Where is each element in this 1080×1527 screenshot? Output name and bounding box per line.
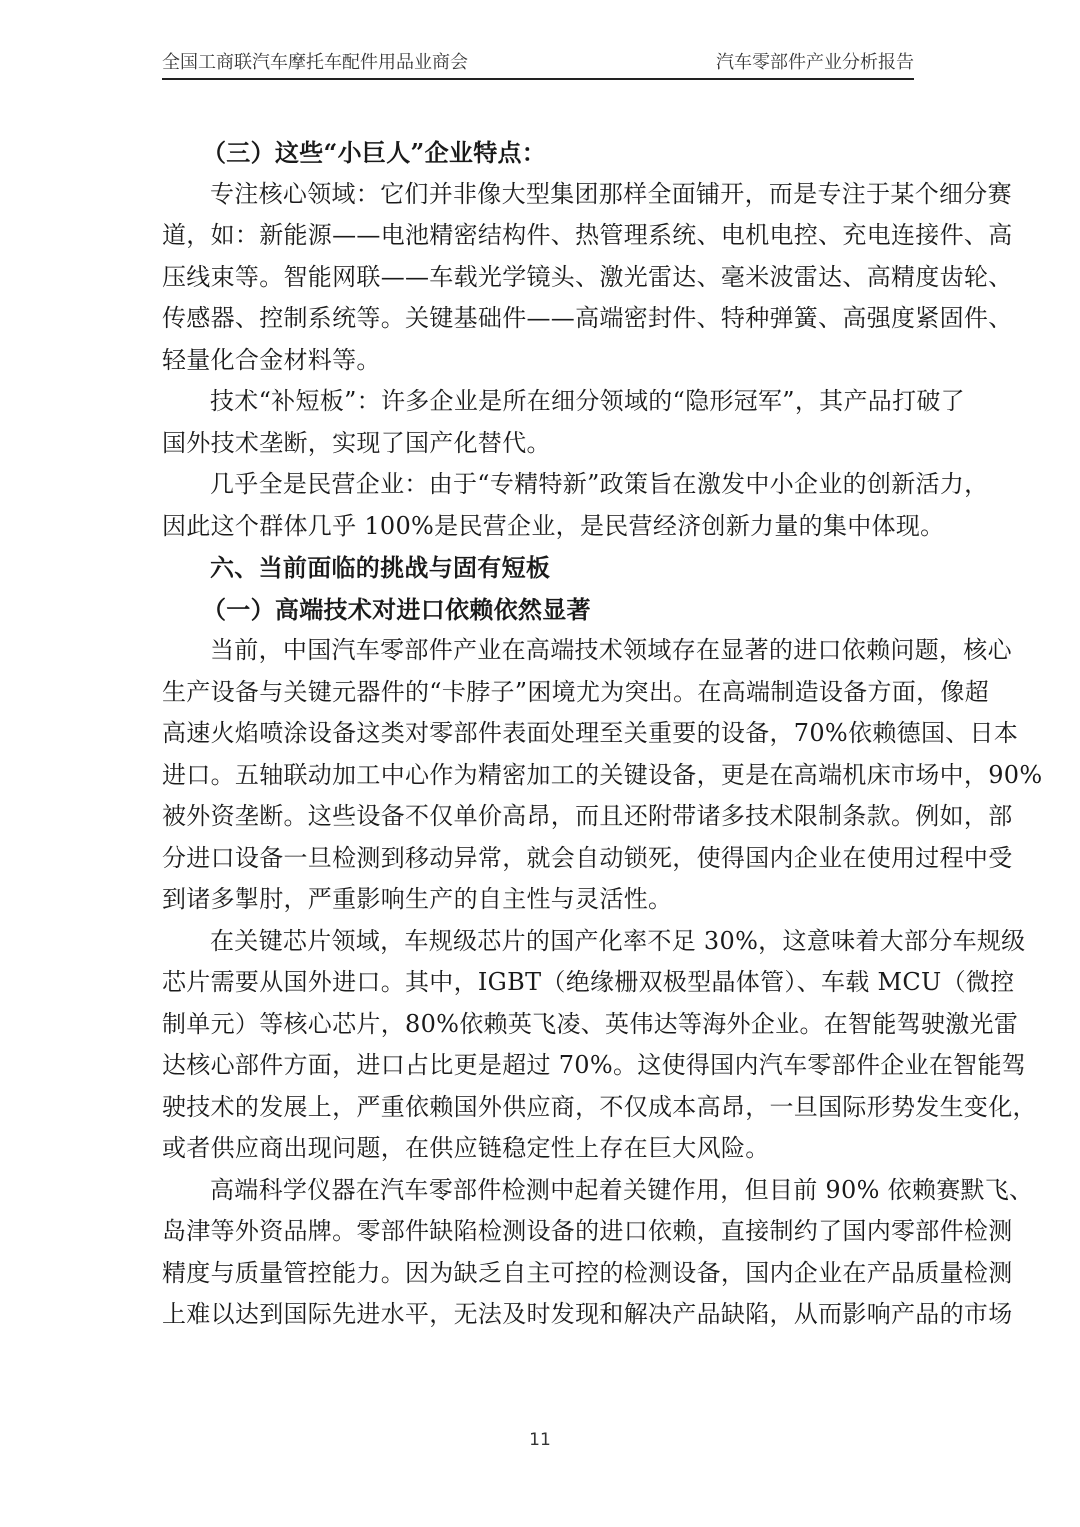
paragraph-line: 到诸多掣肘，严重影响生产的自主性与灵活性。 — [162, 885, 673, 913]
header-organization: 全国工商联汽车摩托车配件用品业商会 — [162, 52, 468, 73]
section-heading-import-dependence: （一）高端技术对进口依赖依然显著 — [202, 594, 591, 624]
paragraph-line: 进口。五轴联动加工中心作为精密加工的关键设备，更是在高端机床市场中，90% — [162, 760, 1043, 789]
paragraph-line: 传感器、控制系统等。关键基础件——高端密封件、特种弹簧、高强度紧固件、 — [162, 304, 1013, 332]
paragraph-line: 国外技术垄断，实现了国产化替代。 — [162, 428, 551, 457]
paragraph-core-focus — [162, 174, 1013, 382]
paragraph-line: 被外资垄断。这些设备不仅单价高昂，而且还附带诸多技术限制条款。例如，部 — [162, 802, 1013, 830]
paragraph-line: 分进口设备一旦检测到移动异常，就会自动锁死，使得国内企业在使用过程中受 — [162, 843, 1013, 872]
paragraph-line: 岛津等外资品牌。零部件缺陷检测设备的进口依赖，直接制约了国内零部件检测 — [162, 1217, 1013, 1245]
paragraph-line: 驶技术的发展上，严重依赖国外供应商，不仅成本高昂，一旦国际形势发生变化， — [162, 1092, 1037, 1121]
paragraph-line: 上难以达到国际先进水平，无法及时发现和解决产品缺陷，从而影响产品的市场 — [162, 1300, 1013, 1328]
paragraph-line: 几乎全是民营企业：由于“专精特新”政策旨在激发中小企业的创新活力， — [210, 470, 989, 498]
paragraph-line: 高速火焰喷涂设备这类对零部件表面处理至关重要的设备，70%依赖德国、日本 — [162, 719, 1019, 747]
paragraph-key-chips — [162, 921, 1037, 1170]
paragraph-line: 轻量化合金材料等。 — [162, 345, 381, 374]
paragraph-line: 精度与质量管控能力。因为缺乏自主可控的检测设备，国内企业在产品质量检测 — [162, 1258, 1013, 1287]
document-body — [162, 132, 1043, 1336]
paragraph-line: 在关键芯片领域，车规级芯片的国产化率不足 30%，这意味着大部分车规级 — [210, 926, 1026, 955]
paragraph-line: 高端科学仪器在汽车零部件检测中起着关键作用，但目前 90% 依赖赛默飞、 — [210, 1175, 1034, 1204]
page-header — [162, 46, 914, 80]
paragraph-line: 或者供应商出现问题，在供应链稳定性上存在巨大风险。 — [162, 1134, 770, 1162]
paragraph-tech-gap — [162, 381, 965, 464]
paragraph-line: 芯片需要从国外进口。其中，IGBT（绝缘栅双极型晶体管）、车载 MCU（微控 — [162, 968, 1015, 996]
section-heading-small-giants-features: （三）这些“小巨人”企业特点： — [202, 138, 547, 167]
paragraph-line: 生产设备与关键元器件的“卡脖子”困境尤为突出。在高端制造设备方面，像超 — [162, 677, 990, 706]
paragraph-private-enterprises — [162, 464, 989, 547]
page-number: 11 — [529, 1430, 551, 1450]
paragraph-line: 当前，中国汽车零部件产业在高端技术领域存在显著的进口依赖问题，核心 — [210, 636, 1012, 664]
paragraph-line: 道，如：新能源——电池精密结构件、热管理系统、电机电控、充电连接件、高 — [162, 221, 1013, 249]
paragraph-line: 技术“补短板”：许多企业是所在细分领域的“隐形冠军”，其产品打破了 — [210, 387, 965, 415]
paragraph-line: 专注核心领域：它们并非像大型集团那样全面铺开，而是专注于某个细分赛 — [210, 179, 1012, 208]
chapter-heading-challenges: 六、当前面临的挑战与固有短板 — [210, 553, 551, 582]
paragraph-line: 制单元）等核心芯片，80%依赖英飞凌、英伟达等海外企业。在智能驾驶激光雷 — [162, 1009, 1019, 1038]
paragraph-line: 压线束等。智能网联——车载光学镜头、激光雷达、毫米波雷达、高精度齿轮、 — [162, 262, 1013, 291]
paragraph-line: 因此这个群体几乎 100%是民营企业，是民营经济创新力量的集中体现。 — [162, 511, 945, 540]
header-report-title: 汽车零部件产业分析报告 — [716, 52, 914, 73]
paragraph-line: 达核心部件方面，进口占比更是超过 70%。这使得国内汽车零部件企业在智能驾 — [162, 1051, 1027, 1079]
paragraph-scientific-instruments — [162, 1170, 1034, 1336]
paragraph-manufacturing-equipment — [162, 630, 1043, 921]
